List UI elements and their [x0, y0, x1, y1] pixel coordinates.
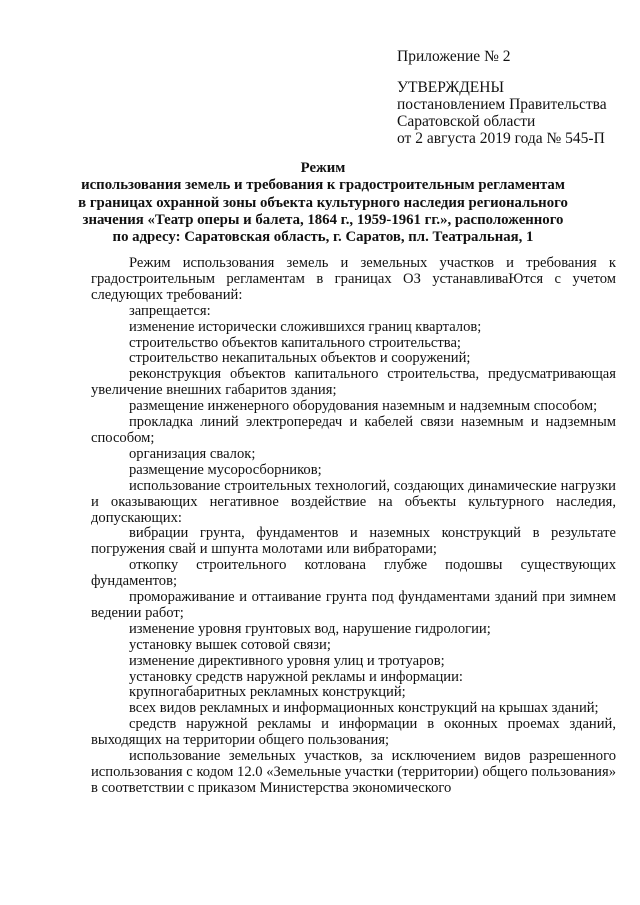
intro-paragraph: Режим использования земель и земельных участков и требования к градостроительным регламентам в границах ОЗ устанавливаЮтся с учетом следующих требований: — [91, 255, 616, 303]
list-item: установку вышек сотовой связи; — [129, 636, 331, 653]
title-line: в границах охранной зоны объекта культурного наследия регионального — [78, 194, 568, 211]
list-item: изменение директивного уровня улиц и тротуаров; — [129, 652, 445, 669]
list-item: реконструкция объектов капитального строительства, предусматривающая увеличение внешних габаритов здания; — [91, 366, 616, 399]
list-item: использование строительных технологий, создающих динамические нагрузки и оказывающих негативное воздействие на объекты культурного наследия, допускающих: — [91, 477, 616, 526]
list-item: промораживание и оттаивание грунта под фундаментами зданий при зимнем ведении работ; — [91, 589, 616, 621]
list-item: вибрации грунта, фундаментов и наземных конструкций в результате погружения свай и шпунта молотами или вибраторами; — [91, 525, 616, 558]
title-line: по адресу: Саратовская область, г. Саратов, пл. Театральная, 1 — [112, 229, 534, 246]
approval-line: от 2 августа 2019 года № 545-П — [397, 130, 605, 147]
list-item: всех видов рекламных и информационных конструкций на крышах зданий; — [129, 700, 599, 717]
list-item: использование земельных участков, за исключением видов разрешенного использования с кодом 12.0 «Земельные участки (территории) общего пользования» в соответствии с приказом Министерства экономического — [91, 748, 616, 796]
title-line: значения «Театр оперы и балета, 1864 г., 1959-1961 гг.», расположенного — [82, 211, 564, 228]
approval-line: постановлением Правительства — [397, 96, 607, 113]
title-line: использования земель и требования к градостроительным регламентам — [81, 177, 565, 194]
document-title — [78, 160, 568, 246]
list-item: средств наружной рекламы и информации в оконных проемах зданий, выходящих на территории общего пользования; — [91, 716, 616, 749]
list-item: откопку строительного котлована глубже подошвы существующих фундаментов; — [91, 557, 616, 590]
list-item: строительство некапитальных объектов и сооружений; — [129, 350, 471, 367]
list-item: организация свалок; — [129, 445, 256, 462]
document-body — [91, 256, 616, 797]
list-item: запрещается: — [129, 302, 211, 319]
list-item: прокладка линий электропередач и кабелей связи наземным и надземным способом; — [91, 414, 616, 446]
list-item: размещение мусоросборников; — [129, 461, 322, 478]
list-item: размещение инженерного оборудования наземным и надземным способом; — [129, 398, 598, 415]
approval-block — [397, 48, 633, 147]
approval-line: Саратовской области — [397, 113, 536, 130]
title-heading: Режим — [300, 160, 346, 176]
appendix-number: Приложение № 2 — [397, 48, 511, 65]
approved-label: УТВЕРЖДЕНЫ — [397, 79, 504, 96]
list-item: крупногабаритных рекламных конструкций; — [129, 684, 406, 701]
list-item: изменение уровня грунтовых вод, нарушение гидрологии; — [129, 620, 491, 637]
list-item: строительство объектов капитального строительства; — [129, 334, 461, 351]
list-item: изменение исторически сложившихся границ кварталов; — [129, 318, 482, 335]
list-item: установку средств наружной рекламы и информации: — [129, 668, 463, 685]
